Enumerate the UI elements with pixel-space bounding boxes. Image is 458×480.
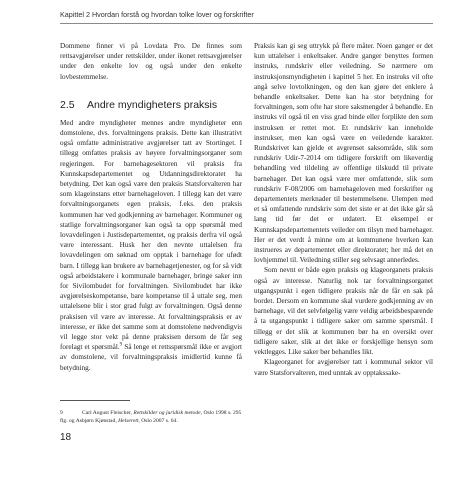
section-title: Andre myndigheters praksis [87, 98, 218, 111]
section-paragraph-continuation: Så lenge et rettsspørsmål ikke er avgjort av domstolene, vil forvaltningspraksis imidlertid kunne få betydning. [60, 343, 242, 372]
footnote-rule [60, 400, 130, 401]
footnote-text-middle: , Oslo 1998 s. 295 flg. og Asbjørn Kjønstad, [60, 410, 242, 424]
section-paragraph-text: Med andre myndigheter mennes andre myndigheter enn domstolene, dvs. forvaltningens praksis. Dette kan illustrativt også omfatte administrative avgjørelser tatt av Stortinget. I tillegg omfattes praksis av høyere forvaltningsorganer som regjeringen. For barnehagesektoren vil praksis fra Kunnskapsdepartementet og Utdanningsdirektoratet ha betydning. Det kan også være den praksis Statsforvalteren har som klageinstans etter barnehageloven. I tillegg kan det være forvaltningsorganets egen praksis, f.eks. den praksis kommunen har ved godkjenning av barnehager. Kommuner og statlige forvaltningsorganer kan også ta opp spørsmål med lovavdelingen i Justisdepartementet, og praksis derfra vil også være interessant. Husk her den nevnte uttalelsen fra lovavdelingen om søknad om opptak i barnehage for ufødt barn. I tillegg kan brukere av barnehagetjenester, og for så vidt også arbeidstakere i kommunale barnehager, bringe saker inn for Sivilombudet for forvaltningen. Sivilombudet har ikke avgjørelseskompetanse, bare kompetanse til å uttale seg, men uttalelsene blir i stor grad fulgt av forvaltningen. Også denne praksisen vil være av interesse. At forvaltningspraksis er av interesse, er ikke det samme som at domstolene nødvendigvis vil legge stor vekt på denne praksisen dersom de får seg forelagt et spørsmål. [60, 118, 242, 352]
right-column [254, 41, 433, 378]
section-paragraph [60, 118, 242, 373]
page-number: 18 [60, 432, 72, 443]
paragraph-appeal-body: Klageorganet for avgjørelser tatt i kommunal sektor vil være Statsforvalteren, med unntak av opptakssake- [254, 358, 433, 377]
footnote [60, 409, 242, 425]
header-rule [60, 23, 433, 24]
footnote-text-end: , Oslo 2007 s. 64. [138, 418, 178, 424]
paragraph-own-practice: Som nevnt er både egen praksis og klageorganets praksis også av interesse. Naturlig nok tar forvaltningsorganet utgangspunkt i egen tidligere praksis når de får en sak på bordet. Dersom en kommune skal vurdere godkjenning av en barnehage, vil det selvfølgelig være veldig arbeidsbesparende å ta utgangspunkt i tidligere saker om samme spørsmål. I tillegg er det slik at kommunen bør ha en oversikt over tidligere saker, slik at det ikke er forskjellige hensyn som vektlegges. Like saker bør behandles likt. [254, 266, 433, 357]
footnote-title-1: Rettskilder og juridisk metode [133, 410, 201, 416]
paragraph-practice-forms: Praksis kan gi seg uttrykk på flere måter. Noen ganger er det kun uttalelser i enkeltsaker. Andre ganger benyttes formen instruks, rundskriv eller veiledning. Se nærmere om instruksjonsmyndigheten i kapittel 5 her. En instruks vil ofte angå selve lovtolkningen, og den kan gjøre det enklere å behandle enkeltsaker. Dette kan ha stor betydning for forvaltningen, som ofte har store saksmengder å behandle. En instruks vil også til en viss grad binde eller forplikte den som instruksen er rettet mot. Et rundskriv kan inneholde instrukser, men kan også være en veiledende karakter. Rundskrivet kan gjelde et avgrenset saksområde, slik som rundskriv Udir-7-2014 om tidligere forskrift om likeverdig behandling ved tildeling av offentlige tilskudd til private barnehager. Det kan også være mer omfattende, slik som rundskriv F-08/2006 om barnehageloven med forskrifter og departementets merknader til bestemmelsene. Ulempen med et så omfattende rundskriv som det siste er at det ikke går så lang tid før det er utdatert. Et eksempel er Kunnskapsdepartementets veileder om tilsyn med barnehager. Her er det verdt å minne om at kommunene hverken kan instrueres av departementet eller direktoratet; her må det en lovhjemmel til. Veiledning stiller seg selvsagt annerledes. [254, 42, 433, 265]
left-column [60, 41, 242, 373]
section-number: 2.5 [60, 98, 75, 111]
footnote-text-start: Carl August Fleischer, [82, 410, 134, 416]
footnote-reference: 9 [119, 342, 123, 348]
footnote-title-2: Helserett [118, 418, 139, 424]
section-heading [60, 99, 242, 112]
running-header: Kapittel 2 Hvordan forstå og hvordan tolke lover og forskrifter [60, 10, 254, 19]
footnote-number: 9 [60, 410, 63, 416]
intro-paragraph: Dommene finner vi på Lovdata Pro. De finnes som rettsavgjørelser under rettskilder, under ikonet rettsavgjørelser under den enkelte lov og også under den enkelte lovbestemmelse. [60, 42, 242, 81]
